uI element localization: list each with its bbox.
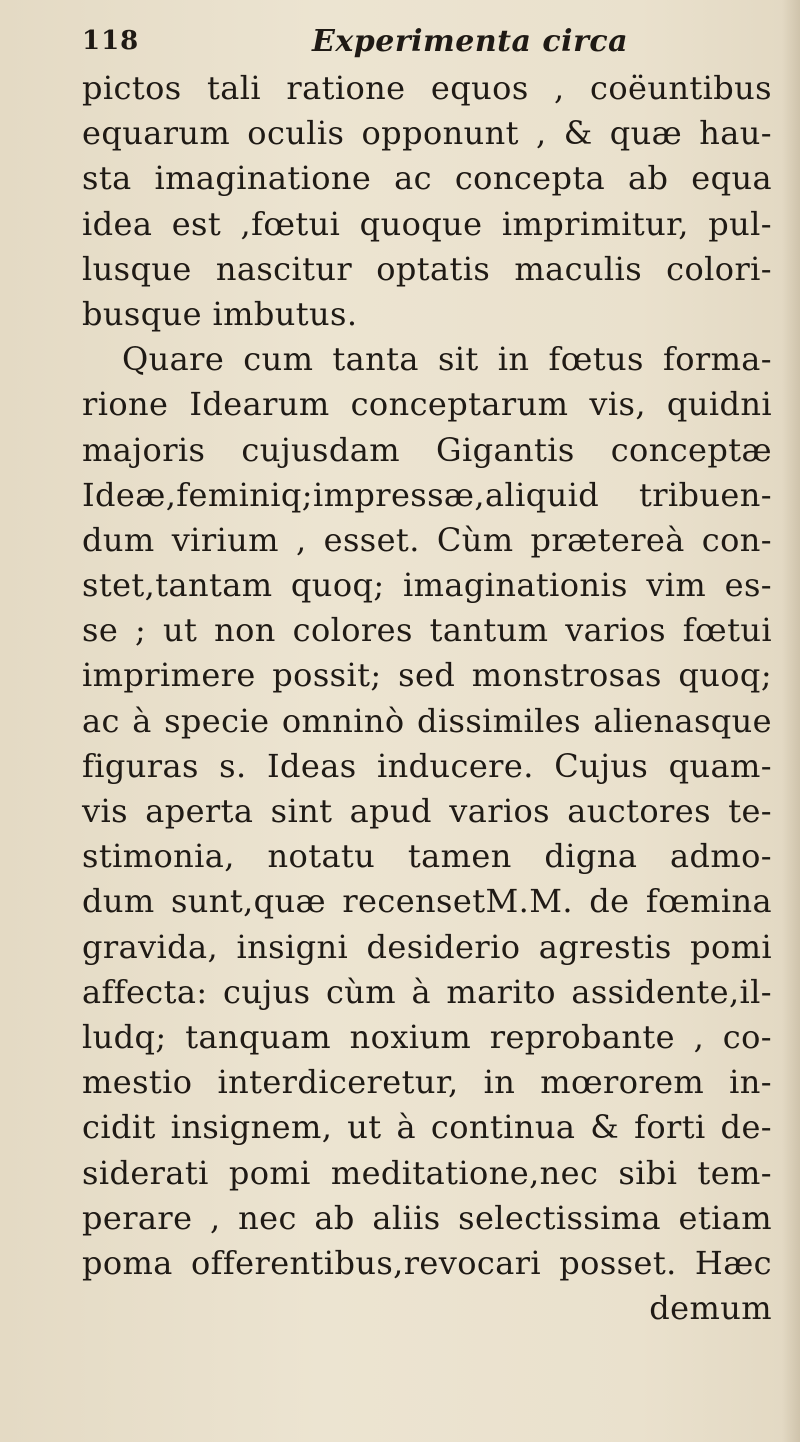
text-line: equarum oculis opponunt , & quæ hau- bbox=[82, 114, 772, 153]
text-line: vis aperta sint apud varios auctores te- bbox=[82, 792, 772, 830]
text-line: mestio interdiceretur, in mœrorem in- bbox=[82, 1063, 772, 1102]
text-line: se ; ut non colores tantum varios fœtui bbox=[82, 611, 772, 650]
text-line: stimonia, notatu tamen digna admo- bbox=[82, 837, 772, 876]
body-text bbox=[82, 66, 772, 1331]
text-line: perare , nec ab aliis selectissima etiam bbox=[82, 1198, 772, 1237]
page-edge-shadow bbox=[782, 0, 800, 1442]
text-line: majoris cujusdam Gigantis conceptæ bbox=[82, 430, 772, 469]
text-line: stet,tantam quoq; imaginationis vim es- bbox=[82, 566, 772, 605]
text-line: cidit insignem, ut à continua & forti de- bbox=[82, 1108, 772, 1147]
text-line: dum virium , esset. Cùm prætereà con- bbox=[82, 520, 772, 559]
paragraph-start-line: Quare cum tanta sit in fœtus forma- bbox=[122, 340, 772, 379]
text-line: rione Idearum conceptarum vis, quidni bbox=[82, 385, 772, 424]
text-line: ludq; tanquam noxium reprobante , co- bbox=[82, 1017, 772, 1056]
text-line: poma offerentibus,revocari posset. Hæc bbox=[82, 1243, 772, 1282]
page-header bbox=[82, 22, 760, 68]
text-line: figuras s. Ideas inducere. Cujus quam- bbox=[82, 746, 772, 785]
text-line: busque imbutus. bbox=[82, 294, 358, 333]
text-line: gravida, insigni desiderio agrestis pomi bbox=[82, 927, 772, 966]
catchword: demum bbox=[649, 1289, 772, 1328]
text-line: dum sunt,quæ recensetM.M. de fœmina bbox=[82, 882, 772, 921]
page-number: 118 bbox=[82, 26, 140, 56]
running-head: Experimenta circa bbox=[312, 24, 629, 59]
text-line: sta imaginatione ac concepta ab equa bbox=[82, 159, 772, 198]
text-line: siderati pomi meditatione,nec sibi tem- bbox=[82, 1153, 772, 1192]
text-line: imprimere possit; sed monstrosas quoq; bbox=[82, 656, 772, 695]
text-line: ac à specie omninò dissimiles alienasque bbox=[82, 701, 772, 740]
text-line: lusque nascitur optatis maculis colori- bbox=[82, 249, 772, 288]
text-line: idea est ,fœtui quoque imprimitur, pul- bbox=[82, 204, 772, 243]
text-line: pictos tali ratione equos , coëuntibus bbox=[82, 69, 772, 107]
text-line: Ideæ,feminiq;impressæ,aliquid tribuen- bbox=[82, 475, 772, 514]
text-line: affecta: cujus cùm à marito assidente,il- bbox=[82, 972, 772, 1011]
